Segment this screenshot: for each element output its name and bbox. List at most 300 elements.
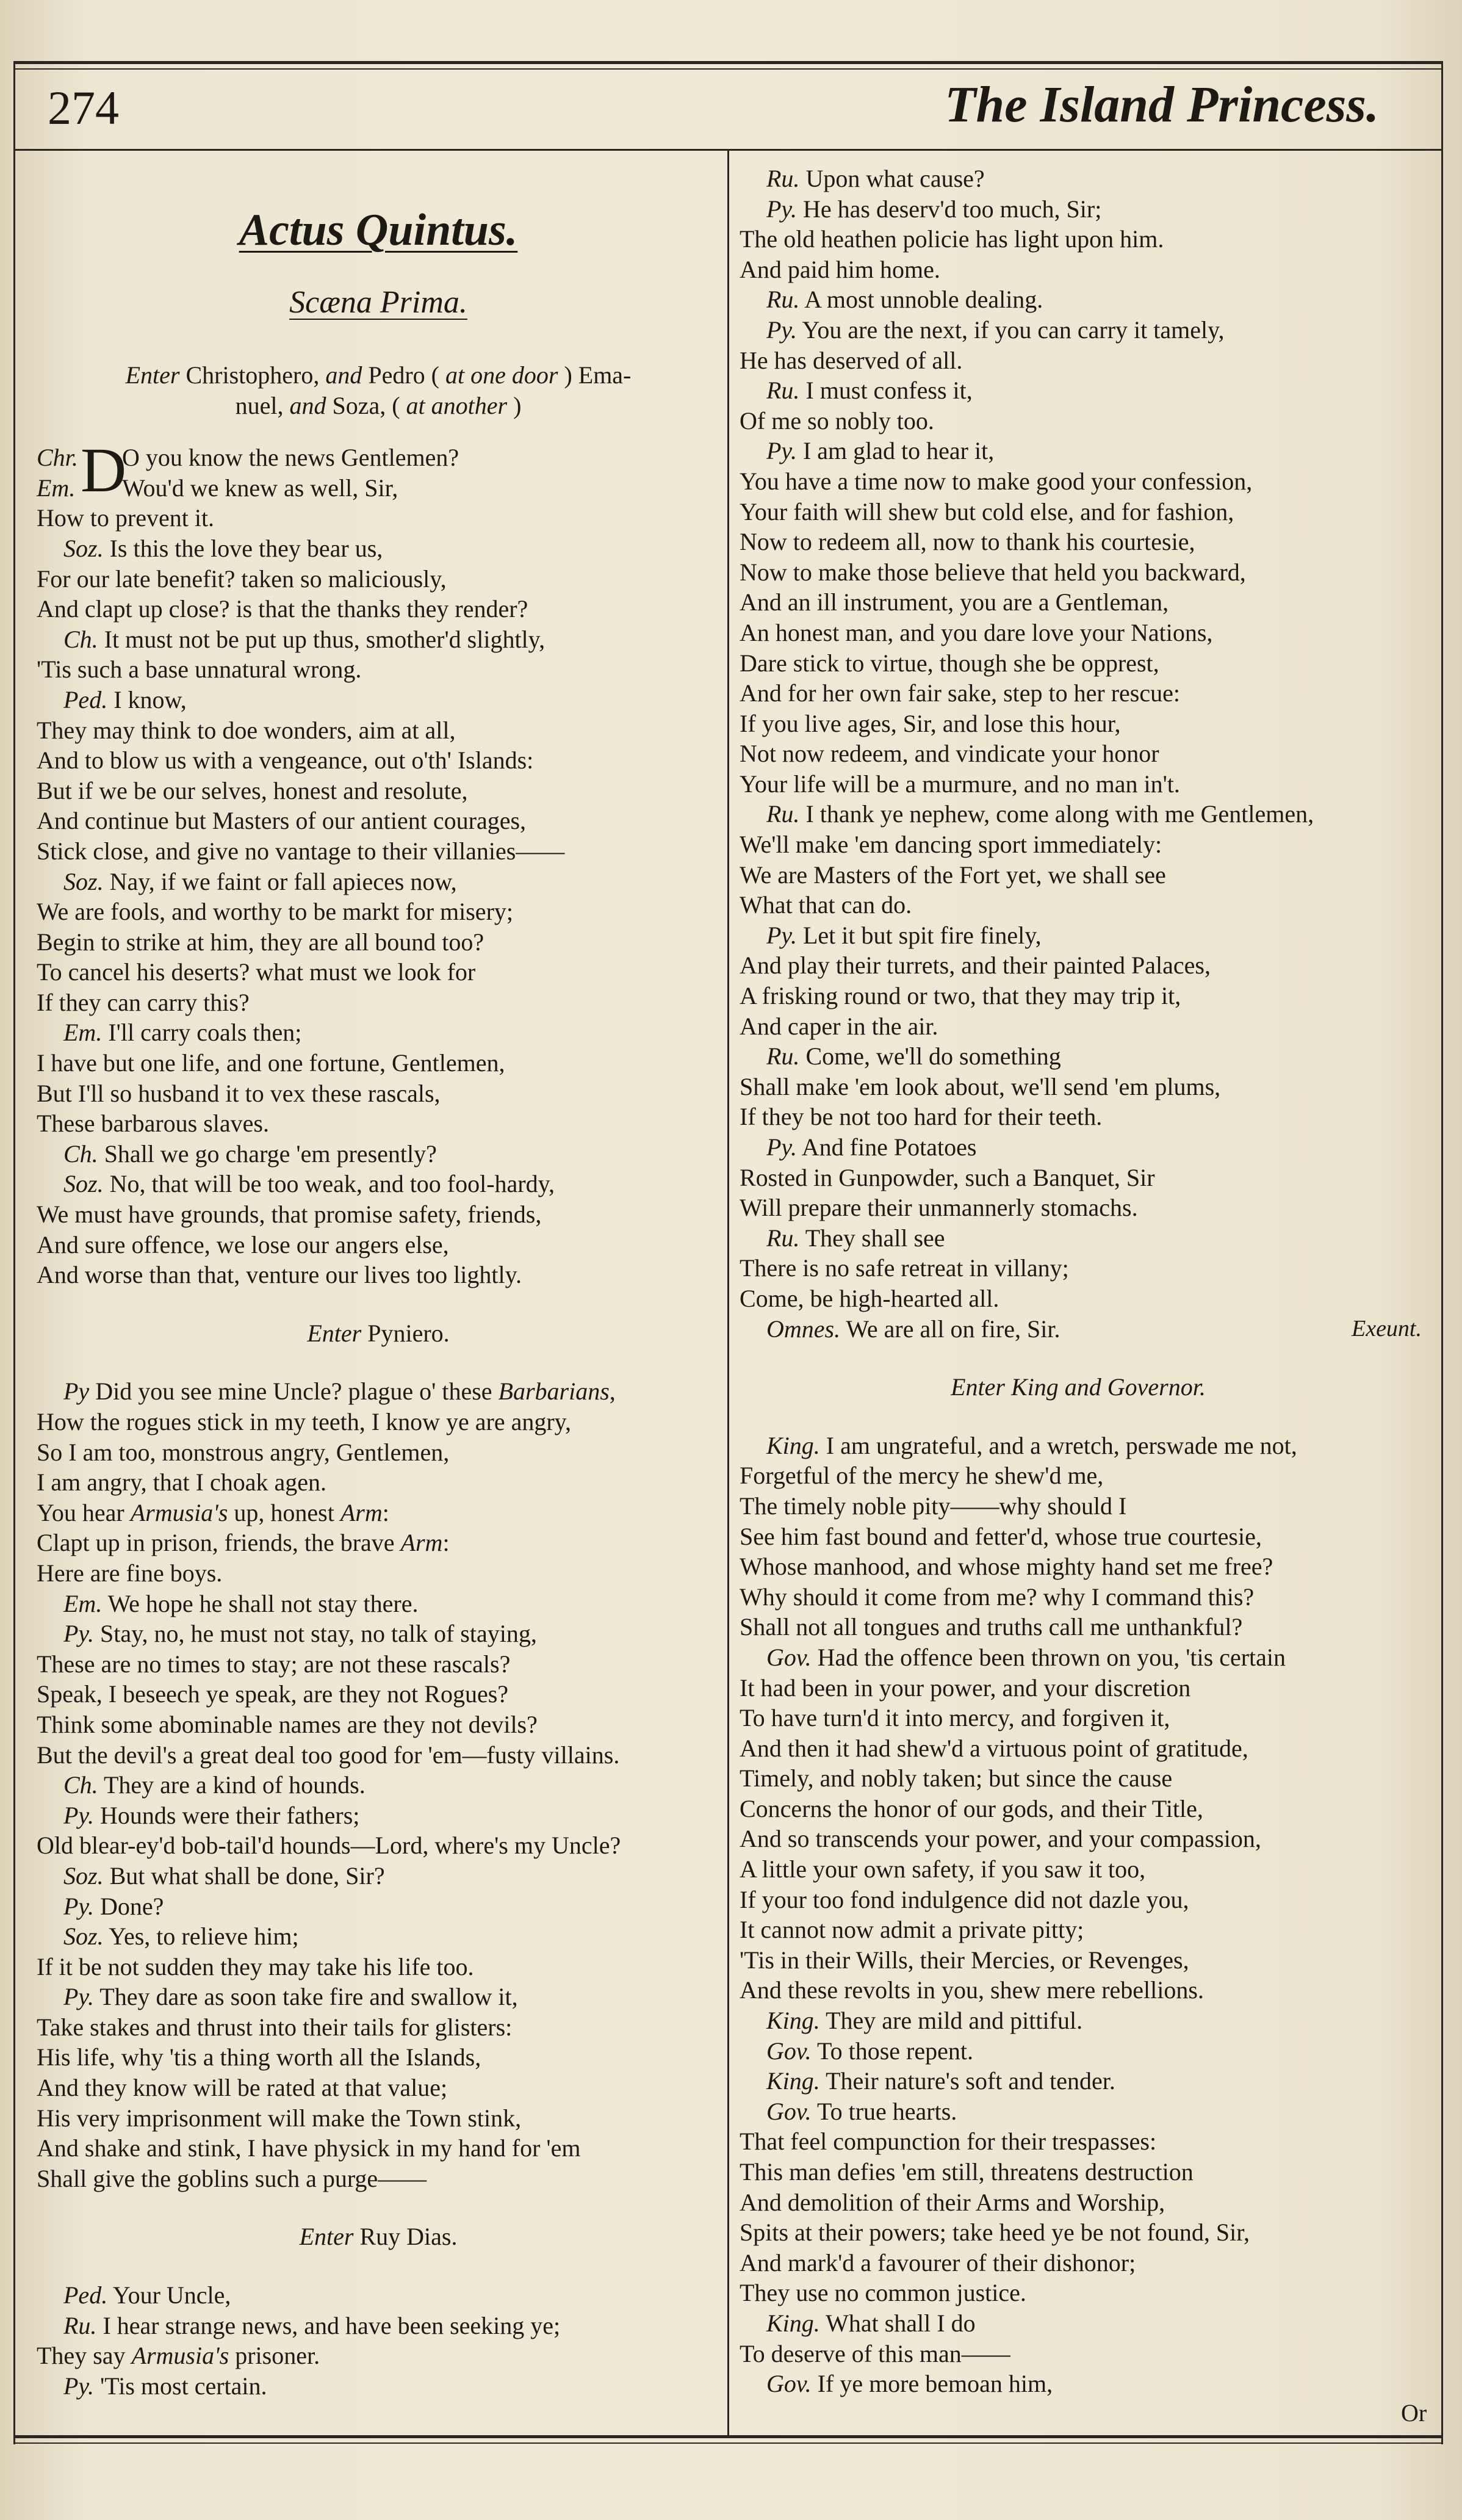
- verse-line: [37, 715, 720, 746]
- line-text: See him fast bound and fetter'd, whose true courtesie,: [740, 1522, 1262, 1550]
- speaker-label: Py.: [63, 1983, 94, 2011]
- line-text: 'Tis most certain.: [93, 2372, 267, 2400]
- verse-line: [740, 1733, 1417, 1764]
- speaker-label: Ped.: [63, 685, 108, 713]
- line-text: He has deserved of all.: [740, 346, 963, 374]
- verse-line: [740, 1673, 1417, 1703]
- speaker-label: Py.: [766, 316, 797, 344]
- verse-line: [740, 224, 1417, 255]
- line-text: I hear strange news, and have been seeking ye;: [96, 2311, 561, 2339]
- dropcap-opening: [37, 435, 720, 506]
- line-text: Done?: [93, 1892, 164, 1920]
- left-border: [13, 61, 15, 2444]
- verse-line: Omnes. We are all on fire, Sir. Exeunt.: [740, 1314, 1417, 1345]
- speaker-label: Ru.: [766, 165, 800, 192]
- speaker-label: Soz.: [63, 1861, 104, 1890]
- verse-line: [740, 1915, 1417, 1945]
- verse-line: [37, 685, 720, 715]
- line-text: Come, be high-hearted all.: [740, 1284, 999, 1312]
- verse-line: [37, 1800, 720, 1831]
- speaker-label: Py.: [63, 1620, 94, 1648]
- verse-line: [740, 1193, 1417, 1223]
- top-rule-thin: [15, 68, 1442, 70]
- line-text: You hear: [37, 1498, 131, 1526]
- speaker-label: King.: [766, 1431, 820, 1459]
- right-border: [1441, 61, 1443, 2444]
- drop-capital: D: [81, 435, 127, 506]
- verse-line: [37, 2012, 720, 2043]
- verse-line: [740, 1253, 1417, 1283]
- verse-line: [740, 406, 1417, 436]
- verse-line: [740, 738, 1417, 769]
- speaker-label: Ped.: [63, 2281, 108, 2309]
- line-text: Timely, and nobly taken; but since the cause: [740, 1764, 1173, 1793]
- verse-line: [37, 503, 720, 533]
- line-text: We'll make 'em dancing sport immediately:: [740, 831, 1162, 859]
- verse-line: [740, 1522, 1417, 1552]
- line-text: Of me so nobly too.: [740, 406, 934, 435]
- speaker-label: Em.: [63, 1589, 103, 1617]
- verse-line: [37, 1078, 720, 1109]
- verse-line: [740, 950, 1417, 981]
- verse-line: [740, 1885, 1417, 1915]
- line-text: And worse than that, venture our lives too lightly.: [37, 1261, 522, 1289]
- line-text: I am glad to hear it,: [796, 437, 995, 465]
- line-text: They shall see: [799, 1224, 945, 1252]
- line-text: A little your own safety, if you saw it too,: [740, 1855, 1146, 1883]
- speaker-label: Py.: [63, 2372, 94, 2400]
- line-text: Concerns the honor of our gods, and their Title,: [740, 1794, 1203, 1822]
- verse-line: [37, 1048, 720, 1078]
- verse-line: [37, 2133, 720, 2164]
- line-text: 'Tis in their Wills, their Mercies, or Revenges,: [740, 1946, 1189, 1974]
- line-text: And caper in the air.: [740, 1012, 938, 1040]
- verse-line: [740, 164, 1417, 194]
- verse-line: [37, 654, 720, 685]
- verse-line: [37, 1139, 720, 1169]
- line-text: If they be not too hard for their teeth.: [740, 1103, 1103, 1131]
- line-text: We must have grounds, that promise safety, friends,: [37, 1200, 542, 1229]
- line-text: And demolition of their Arms and Worship,: [740, 2188, 1165, 2216]
- line-text: And an ill instrument, you are a Gentleman,: [740, 588, 1169, 616]
- line-text: His very imprisonment will make the Town stink,: [37, 2104, 522, 2132]
- line-text: :: [442, 1529, 450, 1557]
- line-text: Nay, if we faint or fall apieces now,: [103, 867, 457, 895]
- scene-heading: Scæna Prima.: [289, 285, 467, 320]
- verse-line: [740, 375, 1417, 406]
- line-text: And mark'd a favourer of their dishonor;: [740, 2248, 1136, 2276]
- line-text: He has deserv'd too much, Sir;: [796, 195, 1102, 223]
- verse-line: [37, 2341, 720, 2371]
- line-text: And then it had shew'd a virtuous point of gratitude,: [740, 1734, 1248, 1762]
- verse-line: [37, 987, 720, 1018]
- line-text: Is this the love they bear us,: [103, 534, 383, 562]
- verse-block: [740, 1431, 1417, 2399]
- line-text: We hope he shall not stay there.: [102, 1589, 419, 1617]
- italic-name: Armusia's: [131, 2342, 229, 2370]
- speaker-label: Ru.: [766, 1224, 800, 1252]
- line-text: But what shall be done, Sir?: [103, 1861, 385, 1890]
- line-text: And fine Potatoes: [796, 1133, 977, 1161]
- line-text: And they know will be rated at that value;: [37, 2074, 448, 2102]
- line-text: Speak, I beseech ye speak, are they not Rogues?: [37, 1680, 509, 1708]
- speaker-label: Py.: [766, 437, 797, 465]
- line-text: An honest man, and you dare love your Nations,: [740, 618, 1213, 646]
- verse-line: [740, 587, 1417, 618]
- line-text: If they can carry this?: [37, 988, 250, 1016]
- verse-line: [740, 890, 1417, 920]
- verse-line: [37, 1230, 720, 1260]
- line-text: But if we be our selves, honest and resolute,: [37, 776, 468, 804]
- line-text: And for her own fair sake, step to her rescue:: [740, 679, 1180, 707]
- speaker-label: King.: [766, 2007, 820, 2035]
- line-text: And shake and stink, I have physick in my hand for 'em: [37, 2134, 581, 2162]
- verse-line: [37, 1861, 720, 1891]
- speaker-label: Ru.: [766, 800, 800, 828]
- verse-line: [740, 2308, 1417, 2339]
- verse-line: [37, 1921, 720, 1952]
- line-text: Your life will be a murmure, and no man in't.: [740, 770, 1180, 798]
- line-text: To those repent.: [811, 2037, 973, 2065]
- verse-block: [740, 164, 1417, 1314]
- verse-line: [37, 1376, 720, 1407]
- verse-line: [37, 2073, 720, 2103]
- verse-line: [740, 194, 1417, 225]
- line-text: The timely noble pity——why should I: [740, 1492, 1127, 1520]
- verse-line: [740, 255, 1417, 285]
- line-text: Begin to strike at him, they are all bound too?: [37, 928, 484, 956]
- speaker-label: Py.: [766, 195, 797, 223]
- verse-line: [37, 927, 720, 958]
- line-text: I am angry, that I choak agen.: [37, 1468, 326, 1496]
- line-text: I have but one life, and one fortune, Gentlemen,: [37, 1049, 505, 1077]
- line-text: up, honest: [228, 1498, 340, 1526]
- line-text: But the devil's a great deal too good for 'em—fusty villains.: [37, 1741, 620, 1769]
- verse-line: [740, 2036, 1417, 2067]
- verse-line: [37, 1619, 720, 1649]
- verse-line: [37, 2371, 720, 2402]
- verse-line: [37, 2311, 720, 2341]
- verse-line: [37, 1679, 720, 1709]
- line-text: To deserve of this man——: [740, 2339, 1010, 2367]
- verse-block: [37, 503, 720, 1290]
- verse-line: [37, 1528, 720, 1558]
- speaker-label: Ru.: [766, 1042, 800, 1070]
- verse-line: [740, 1163, 1417, 1193]
- speaker-label: Py: [63, 1377, 90, 1406]
- verse-line: [740, 466, 1417, 497]
- line-text: They say: [37, 2342, 132, 2370]
- verse-line: [37, 1558, 720, 1589]
- speaker-label: Gov.: [766, 2370, 812, 2398]
- verse-line: [740, 648, 1417, 679]
- catchword: Or: [1401, 2399, 1427, 2427]
- verse-line: [37, 1891, 720, 1922]
- verse-line: [740, 2157, 1417, 2187]
- verse-line: [740, 527, 1417, 557]
- verse-line: [740, 1041, 1417, 1072]
- line-text: I must confess it,: [799, 377, 973, 405]
- line-text: But I'll so husband it to vex these rascals,: [37, 1079, 441, 1107]
- verse-line: [740, 315, 1417, 345]
- verse-line: [740, 1975, 1417, 2006]
- line-text: They may think to doe wonders, aim at all,: [37, 716, 456, 744]
- speaker-label: Ru.: [63, 2311, 97, 2339]
- speaker-label: Ch.: [63, 1771, 98, 1799]
- line-text: It had been in your power, and your discretion: [740, 1673, 1191, 1702]
- verse-line: [740, 1642, 1417, 1673]
- speaker-label: King.: [766, 2309, 820, 2337]
- line-text: A frisking round or two, that they may trip it,: [740, 982, 1181, 1010]
- verse-block: [37, 1376, 720, 2193]
- verse-line: [37, 2103, 720, 2134]
- speaker-label: Py.: [766, 921, 797, 949]
- line-text: I'll carry coals then;: [102, 1019, 302, 1047]
- verse-line: [740, 1824, 1417, 1854]
- line-text: Rosted in Gunpowder, such a Banquet, Sir: [740, 1163, 1155, 1191]
- italic-name: Arm: [400, 1529, 443, 1557]
- line-text: A most unnoble dealing.: [799, 286, 1043, 314]
- speaker-label: Soz.: [63, 534, 104, 562]
- verse-line: [740, 2187, 1417, 2218]
- verse-line: [37, 1199, 720, 1230]
- verse-line: [740, 1072, 1417, 1102]
- verse-line: Em. Wou'd we knew as well, Sir,: [37, 474, 398, 502]
- verse-line: [740, 1283, 1417, 1314]
- line-text: If you live ages, Sir, and lose this hour,: [740, 709, 1121, 737]
- line-text: To cancel his deserts? what must we look for: [37, 958, 476, 986]
- line-text: You have a time now to make good your confession,: [740, 467, 1253, 495]
- verse-line: [740, 436, 1417, 466]
- line-text: 'Tis such a base unnatural wrong.: [37, 655, 362, 684]
- verse-line: [740, 1945, 1417, 1976]
- line-text: They use no common justice.: [740, 2279, 1026, 2307]
- line-text: prisoner.: [229, 2342, 320, 2370]
- line-text: These are no times to stay; are not these rascals?: [37, 1650, 511, 1678]
- column-divider: [727, 151, 729, 2436]
- verse-line: [740, 2126, 1417, 2157]
- verse-line: [37, 1498, 720, 1528]
- line-text: And these revolts in you, shew mere rebellions.: [740, 1976, 1204, 2004]
- page-number: 274: [48, 81, 119, 134]
- verse-line: [740, 860, 1417, 890]
- verse-line: [37, 1407, 720, 1437]
- verse-line: [37, 594, 720, 624]
- speaker-label: Gov.: [766, 2097, 812, 2125]
- line-text: Why should it come from me? why I command this?: [740, 1583, 1255, 1611]
- speaker-label: Soz.: [63, 867, 104, 895]
- line-text: Now to redeem all, now to thank his courtesie,: [740, 528, 1195, 556]
- exeunt-direction: Exeunt.: [1351, 1315, 1422, 1341]
- line-text: And continue but Masters of our antient courages,: [37, 807, 527, 835]
- line-text: Take stakes and thrust into their tails for glisters:: [37, 2013, 513, 2041]
- verse-line: [740, 2066, 1417, 2096]
- verse-line: [37, 1108, 720, 1139]
- line-text: It cannot now admit a private pitty;: [740, 1916, 1084, 1944]
- verse-line: [740, 1854, 1417, 1885]
- verse-line: [37, 1169, 720, 1199]
- speaker-label: Ch.: [63, 625, 98, 653]
- stage-direction-entrance: Enter Ruy Dias.: [299, 2223, 458, 2251]
- line-text: Will prepare their unmannerly stomachs.: [740, 1194, 1138, 1222]
- verse-line: [740, 1460, 1417, 1491]
- verse-line: [740, 618, 1417, 648]
- verse-line: [740, 2217, 1417, 2248]
- stage-direction-entrance: Enter King and Governor.: [951, 1373, 1206, 1401]
- stage-direction-entrance: Enter Christophero, and Pedro ( at one door ) Ema- nuel, and Soza, ( at another ): [125, 361, 632, 419]
- verse-line: [37, 1830, 720, 1861]
- line-text: Clapt up in prison, friends, the brave: [37, 1529, 401, 1557]
- line-text: Your Uncle,: [107, 2281, 231, 2309]
- line-text: The old heathen policie has light upon him.: [740, 225, 1164, 253]
- line-text: Their nature's soft and tender.: [819, 2067, 1115, 2095]
- verse-line: [740, 1763, 1417, 1794]
- running-title: The Island Princess.: [945, 76, 1379, 133]
- verse-line: [37, 533, 720, 564]
- verse-line: [740, 2278, 1417, 2308]
- line-text: To true hearts.: [811, 2097, 957, 2125]
- line-text: I am ungrateful, and a wretch, perswade me not,: [819, 1431, 1297, 1459]
- line-text: If ye more bemoan him,: [811, 2370, 1053, 2398]
- verse-line: [740, 1011, 1417, 1042]
- verse-line: [37, 1467, 720, 1498]
- line-text: These barbarous slaves.: [37, 1110, 269, 1138]
- line-text: We are Masters of the Fort yet, we shall see: [740, 861, 1166, 889]
- line-text: Did you see mine Uncle? plague o' these: [89, 1377, 499, 1406]
- line-text: If it be not sudden they may take his life too.: [37, 1952, 474, 1980]
- line-text: Upon what cause?: [799, 165, 985, 192]
- line-text: What shall I do: [819, 2309, 976, 2337]
- line-text: Dare stick to virtue, though she be opprest,: [740, 649, 1159, 677]
- verse-line: [37, 1982, 720, 2012]
- line-text: Yes, to relieve him;: [103, 1922, 299, 1951]
- line-text: If your too fond indulgence did not dazle you,: [740, 1885, 1189, 1913]
- act-heading: Actus Quintus.: [239, 205, 518, 255]
- verse-line: [740, 1431, 1417, 1461]
- italic-name: Armusia's: [130, 1498, 228, 1526]
- speaker-label: Ch.: [63, 1139, 98, 1168]
- line-text: Hounds were their fathers;: [93, 1801, 360, 1829]
- line-text: So I am too, monstrous angry, Gentlemen,: [37, 1438, 450, 1466]
- verse-line: [37, 624, 720, 655]
- verse-line: [740, 769, 1417, 800]
- verse-line: [37, 1589, 720, 1619]
- line-text: :: [382, 1498, 389, 1526]
- line-text: Think some abominable names are they not devils?: [37, 1710, 538, 1738]
- verse-line: [740, 799, 1417, 829]
- verse-line: [37, 1017, 720, 1048]
- line-text: And clapt up close? is that the thanks they render?: [37, 595, 528, 623]
- verse-line: [740, 1491, 1417, 1522]
- verse-block: [37, 2280, 720, 2401]
- speaker-label: Soz.: [63, 1170, 104, 1198]
- line-text: I know,: [107, 685, 187, 713]
- line-text: And so transcends your power, and your compassion,: [740, 1825, 1261, 1853]
- verse-line: [37, 776, 720, 806]
- line-text: What that can do.: [740, 891, 912, 919]
- speaker-label: Gov.: [766, 1643, 812, 1671]
- line-text: They are a kind of hounds.: [98, 1771, 366, 1799]
- line-text: Not now redeem, and vindicate your honor: [740, 740, 1159, 768]
- line-text: For our late benefit? taken so maliciously,: [37, 565, 447, 593]
- line-text: Shall make 'em look about, we'll send 'em plums,: [740, 1072, 1221, 1100]
- line-text: We are fools, and worthy to be markt for misery;: [37, 898, 513, 926]
- line-text: Let it but spit fire finely,: [796, 921, 1042, 949]
- verse-line: [740, 829, 1417, 860]
- speaker-label: King.: [766, 2067, 820, 2095]
- speaker-label: Py.: [63, 1801, 94, 1829]
- line-text: And paid him home.: [740, 255, 940, 283]
- line-text: ,: [609, 1377, 616, 1406]
- verse-line: [37, 745, 720, 776]
- verse-line: [740, 709, 1417, 739]
- verse-line: [740, 1794, 1417, 1824]
- speaker-label: Ru.: [766, 377, 800, 405]
- verse-line: [740, 1102, 1417, 1132]
- line-text: How the rogues stick in my teeth, I know ye are angry,: [37, 1408, 572, 1435]
- verse-line: [740, 678, 1417, 709]
- verse-line: [740, 2096, 1417, 2127]
- line-text: Come, we'll do something: [799, 1042, 1061, 1070]
- verse-line: [37, 564, 720, 594]
- line-text: Spits at their powers; take heed ye be not found, Sir,: [740, 2219, 1250, 2247]
- verse-line: [37, 1437, 720, 1468]
- speaker-label: Py.: [63, 1892, 94, 1920]
- speaker-label: Gov.: [766, 2037, 812, 2065]
- verse-line: [740, 1582, 1417, 1612]
- line-text: Shall we go charge 'em presently?: [98, 1139, 437, 1168]
- line-text: Here are fine boys.: [37, 1559, 223, 1587]
- line-text: Your faith will shew but cold else, and for fashion,: [740, 497, 1234, 525]
- verse-line: Chr. O you know the news Gentlemen?: [37, 444, 459, 472]
- line-text: Shall give the goblins such a purge——: [37, 2164, 427, 2192]
- verse-line: [740, 2369, 1417, 2399]
- line-text: It must not be put up thus, smother'd slightly,: [98, 625, 546, 653]
- line-text: Had the offence been thrown on you, 'tis certain: [811, 1643, 1286, 1671]
- line-text: Stay, no, he must not stay, no talk of staying,: [93, 1620, 537, 1648]
- verse-line: [37, 2042, 720, 2073]
- verse-line: [740, 497, 1417, 527]
- line-text: And sure offence, we lose our angers else,: [37, 1230, 449, 1258]
- verse-line: [37, 1740, 720, 1771]
- right-column: [740, 164, 1422, 2399]
- verse-line: [37, 806, 720, 836]
- verse-line: [740, 1132, 1417, 1163]
- line-text: There is no safe retreat in villany;: [740, 1254, 1069, 1282]
- bottom-rule-thin: [15, 2442, 1442, 2444]
- line-text: Shall not all tongues and truths call me unthankful?: [740, 1613, 1243, 1641]
- verse-line: [37, 2164, 720, 2194]
- verse-line: [740, 1551, 1417, 1582]
- verse-line: [740, 345, 1417, 376]
- line-text: To have turn'd it into mercy, and forgiven it,: [740, 1704, 1170, 1732]
- line-text: And to blow us with a vengeance, out o'th' Islands:: [37, 746, 534, 774]
- verse-line: [740, 1223, 1417, 1254]
- verse-line: [740, 557, 1417, 588]
- verse-line: [740, 1612, 1417, 1642]
- line-text: They are mild and pittiful.: [819, 2007, 1083, 2035]
- line-text: And play their turrets, and their painted Palaces,: [740, 951, 1211, 980]
- line-text: You are the next, if you can carry it tamely,: [796, 316, 1225, 344]
- verse-line: [37, 1709, 720, 1740]
- verse-line: [740, 1703, 1417, 1733]
- verse-line: [37, 1770, 720, 1800]
- verse-line: [740, 284, 1417, 315]
- speaker-label: Em.: [63, 1019, 103, 1047]
- line-text: No, that will be too weak, and too fool-hardy,: [103, 1170, 555, 1198]
- line-text: His life, why 'tis a thing worth all the Islands,: [37, 2043, 481, 2071]
- line-text: They dare as soon take fire and swallow it,: [93, 1983, 518, 2011]
